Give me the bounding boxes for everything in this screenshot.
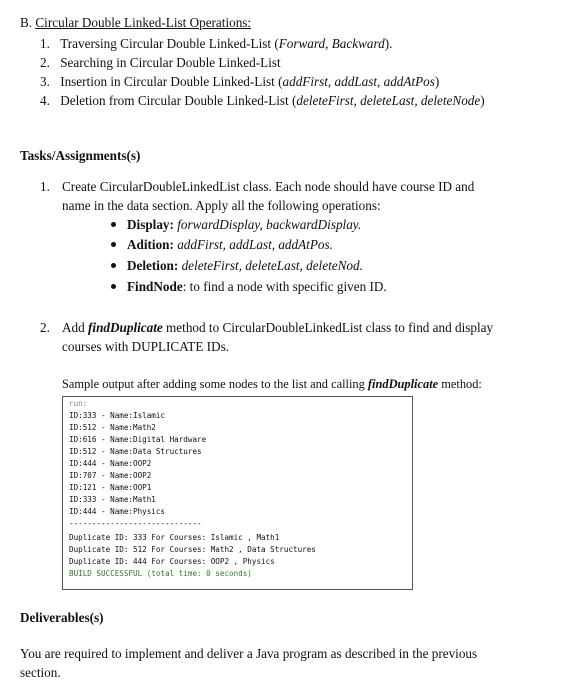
item-number: 1. xyxy=(40,36,50,51)
bullet-icon xyxy=(111,222,116,227)
console-duplicate: Duplicate ID: 512 For Courses: Math2 , Data Structures xyxy=(69,545,316,554)
task2-line2: courses with DUPLICATE IDs. xyxy=(62,339,230,354)
item-emphasis: addFirst, addLast, addAtPos xyxy=(282,74,435,89)
item-text: Insertion in Circular Double Linked-List ( xyxy=(60,74,283,89)
list-item xyxy=(40,54,281,71)
item-tail: ) xyxy=(480,93,485,108)
bullet-text: addFirst, addLast, addAtPos. xyxy=(173,237,333,252)
bullet-text: : to find a node with specific given ID. xyxy=(182,279,387,294)
bullet-text: deleteFirst, deleteLast, deleteNod. xyxy=(178,258,363,273)
section-b-heading xyxy=(20,14,251,31)
item-tail: ) xyxy=(434,74,440,89)
console-line: ID:333 - Name:Islamic xyxy=(69,411,166,420)
task1-line1: Create CircularDoubleLinkedList class. Each node should have course ID and xyxy=(62,179,475,194)
console-run: run: xyxy=(69,399,88,408)
item-number: 2. xyxy=(40,55,50,70)
item-emphasis: deleteFirst, deleteLast, deleteNode xyxy=(296,93,481,108)
console-build-status: BUILD SUCCESSFUL (total time: 0 seconds) xyxy=(69,569,252,578)
console-line: ID:707 - Name:OOP2 xyxy=(69,471,152,480)
task2-post: method to CircularDoubleLinkedList class to find and display xyxy=(162,320,494,335)
task2-line1 xyxy=(62,319,493,336)
deliverables-line2: section. xyxy=(20,665,61,680)
console-line: ID:444 - Name:OOP2 xyxy=(69,459,152,468)
task2-pre: Add xyxy=(62,320,89,335)
bullet-icon xyxy=(111,242,116,247)
method-name: findDuplicate xyxy=(367,377,439,391)
bullet-findnode xyxy=(127,278,387,295)
bullet-label: Deletion: xyxy=(127,258,179,273)
item-text: Deletion from Circular Double Linked-List ( xyxy=(60,93,297,108)
item-tail: ). xyxy=(384,36,393,51)
bullet-deletion xyxy=(127,257,363,274)
console-line: ID:616 - Name:Digital Hardware xyxy=(69,435,207,444)
console-duplicate: Duplicate ID: 444 For Courses: OOP2 , Physics xyxy=(69,557,275,566)
method-name: findDuplicate xyxy=(88,320,163,335)
task1-number: 1. xyxy=(40,179,50,194)
task1-line2: name in the data section. Apply all the following operations: xyxy=(62,198,381,213)
task2-number: 2. xyxy=(40,320,50,335)
list-item xyxy=(40,35,392,52)
sample-post: method: xyxy=(438,377,482,391)
sample-caption xyxy=(62,376,482,393)
list-item xyxy=(40,73,439,90)
console-line: ID:121 - Name:OOP1 xyxy=(69,483,152,492)
bullet-icon xyxy=(111,263,116,268)
list-item xyxy=(40,92,485,109)
bullet-text: forwardDisplay, backwardDisplay. xyxy=(173,217,362,232)
item-number: 3. xyxy=(40,74,50,89)
deliverables-line1: You are required to implement and deliver a Java program as described in the previous xyxy=(20,646,478,661)
console-separator: ----------------------------- xyxy=(69,519,202,528)
bullet-label: Adition: xyxy=(127,237,174,252)
console-duplicate: Duplicate ID: 333 For Courses: Islamic , Math1 xyxy=(69,533,280,542)
item-number: 4. xyxy=(40,93,50,108)
item-emphasis: Forward, Backward xyxy=(278,36,385,51)
bullet-label: Display: xyxy=(127,217,174,232)
console-output xyxy=(62,396,413,590)
console-line: ID:333 - Name:Math1 xyxy=(69,495,156,504)
bullet-addition xyxy=(127,236,333,253)
console-line: ID:512 - Name:Math2 xyxy=(69,423,156,432)
bullet-icon xyxy=(111,284,116,289)
section-title: Circular Double Linked-List Operations: xyxy=(35,15,252,30)
item-text: Traversing Circular Double Linked-List ( xyxy=(60,36,279,51)
console-line: ID:512 - Name:Data Structures xyxy=(69,447,202,456)
deliverables-heading: Deliverables(s) xyxy=(20,610,104,625)
section-prefix: B. xyxy=(20,15,33,30)
bullet-display xyxy=(127,216,361,233)
console-line: ID:444 - Name:Physics xyxy=(69,507,166,516)
tasks-heading: Tasks/Assignments(s) xyxy=(20,148,141,163)
bullet-label: FindNode xyxy=(127,279,183,294)
sample-pre: Sample output after adding some nodes to the list and calling xyxy=(62,377,368,391)
item-text: Searching in Circular Double Linked-List xyxy=(60,55,281,70)
